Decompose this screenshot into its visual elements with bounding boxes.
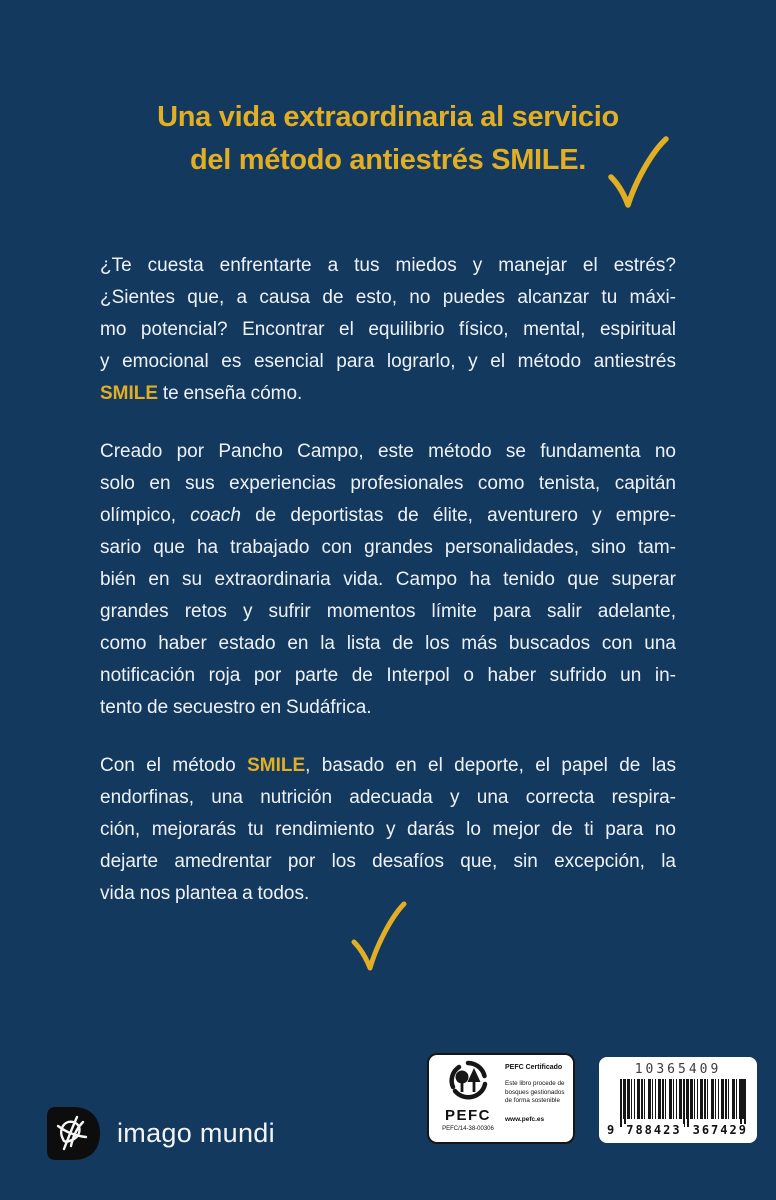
barcode-guard-bar <box>620 1079 622 1127</box>
barcode-guard-bar <box>624 1079 626 1127</box>
paragraph-line <box>100 500 676 532</box>
pefc-logo-icon <box>445 1060 491 1107</box>
barcode-guard-bar <box>683 1079 685 1127</box>
paragraph-line: mo potencial? Encontrar el equilibrio físico, mental, espiritual <box>100 319 676 340</box>
paragraph-line: tento de secuestro en Sudáfrica. <box>100 697 372 718</box>
isbn-digit-group: 367429 <box>692 1123 748 1137</box>
barcode <box>607 1079 749 1137</box>
paragraph-3 <box>100 750 676 910</box>
pefc-certification-label <box>427 1053 575 1144</box>
isbn-barcode-label <box>599 1057 757 1143</box>
paragraph-line: solo en sus experiencias profesionales como tenista, capitán <box>100 473 676 494</box>
pefc-logo-block <box>436 1060 500 1138</box>
pefc-title: PEFC Certificado <box>505 1064 563 1071</box>
paragraph-line: ¿Sientes que, a causa de esto, no puedes alcanzar tu máxi- <box>100 287 676 308</box>
pefc-wordmark: PEFC <box>444 1107 491 1124</box>
pefc-description <box>505 1080 567 1106</box>
paragraph-line: endorfinas, una nutrición adecuada y una correcta respira- <box>100 787 676 808</box>
line-text: Con el método <box>100 755 248 776</box>
coach-italic: coach <box>190 505 241 526</box>
barcode-guard-bar <box>744 1079 746 1127</box>
paragraph-line: Creado por Pancho Campo, este método se fundamenta no <box>100 441 676 462</box>
paragraph-line <box>100 750 676 782</box>
back-cover-copy <box>100 250 676 936</box>
paragraph-line: dejarte amedrentar por los desafíos que, sin excepción, la <box>100 851 676 872</box>
smile-highlight: SMILE <box>247 755 306 776</box>
checkmark-icon <box>604 132 672 214</box>
line-text: de deportistas de élite, aventurero y empre- <box>240 505 676 526</box>
barcode-guard-bar <box>687 1079 689 1127</box>
tagline-line1: Una vida extraordinaria al servicio <box>157 101 619 133</box>
paragraph-line: grandes retos y sufrir momentos límite para salir adelante, <box>100 601 676 622</box>
pefc-text-block <box>500 1060 567 1138</box>
smile-highlight: SMILE <box>100 383 159 404</box>
barcode-guard-bar <box>740 1079 742 1127</box>
paragraph-line: como haber estado en la lista de los más buscados con una <box>100 633 676 654</box>
tagline-line2: del método antiestrés SMILE. <box>189 144 587 176</box>
pefc-description-line: bosques gestionados <box>505 1088 565 1096</box>
pefc-cert-code: PEFC/14-38-00306 <box>442 1126 494 1132</box>
paragraph-line: notificación roja por parte de Interpol o haber sufrido un in- <box>100 665 676 686</box>
isbn-digit-leading: 9 <box>607 1123 615 1137</box>
barcode-top-number: 10365409 <box>634 1062 722 1077</box>
paragraph-1 <box>100 250 676 410</box>
imago-mundi-logo-icon <box>46 1106 101 1161</box>
paragraph-line: sario que ha trabajado con grandes personalidades, sino tam- <box>100 537 676 558</box>
paragraph-line: ¿Te cuesta enfrentarte a tus miedos y manejar el estrés? <box>100 255 676 276</box>
publisher-name: imago mundi <box>117 1118 275 1148</box>
pefc-description-line: de forma sostenible <box>505 1097 560 1104</box>
paragraph-line <box>100 378 676 410</box>
paragraph-line: bién en su extraordinaria vida. Campo ha tenido que superar <box>100 569 676 590</box>
paragraph-2 <box>100 436 676 724</box>
publisher-logo <box>46 1106 275 1161</box>
checkmark-icon <box>348 898 410 976</box>
line-text: , basado en el deporte, el papel de las <box>305 755 677 776</box>
paragraph-line: ción, mejorarás tu rendimiento y darás lo mejor de ti para no <box>100 819 676 840</box>
pefc-url: www.pefc.es <box>505 1115 545 1123</box>
isbn-digits <box>607 1123 749 1137</box>
paragraph-line: y emocional es esencial para lograrlo, y el método antiestrés <box>100 351 676 372</box>
pefc-description-line: Este libro procede de <box>505 1080 565 1087</box>
paragraph-line: vida nos plantea a todos. <box>100 883 310 904</box>
line-text: te enseña cómo. <box>158 383 303 404</box>
line-text: olímpico, <box>100 505 191 526</box>
isbn-digit-group: 788423 <box>626 1123 682 1137</box>
